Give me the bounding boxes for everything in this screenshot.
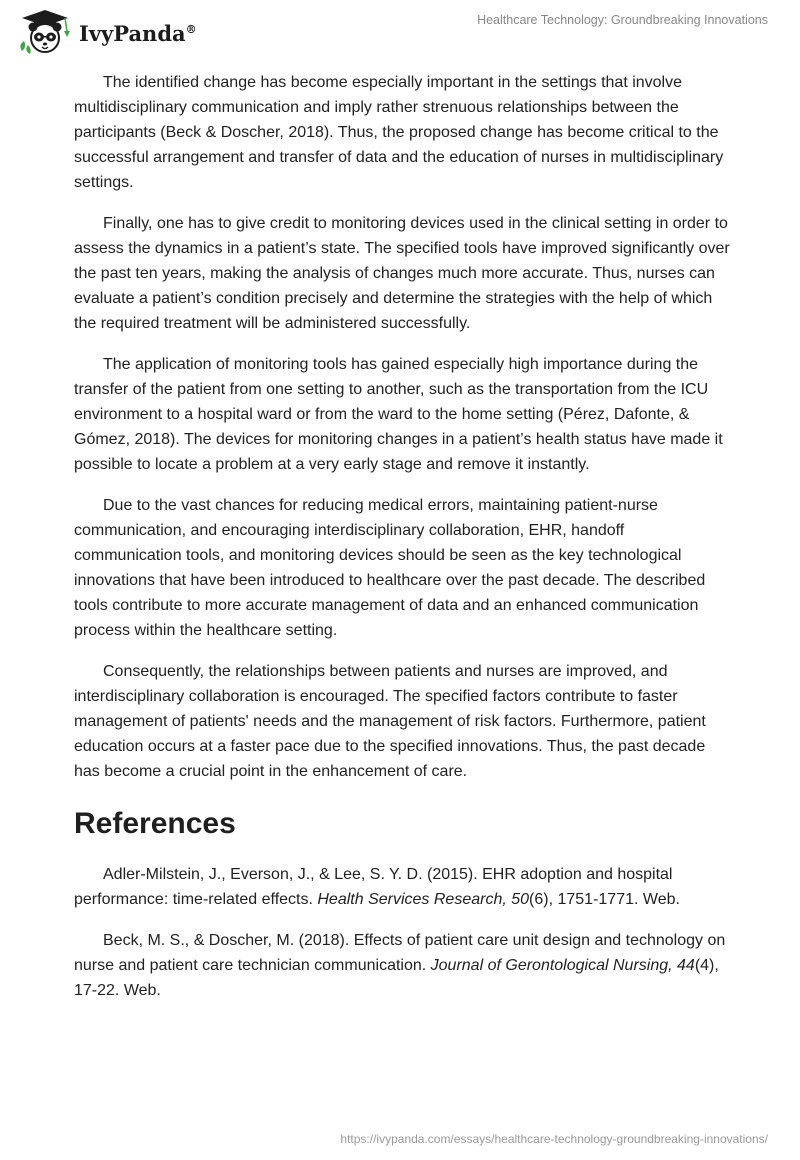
reference-journal: Health Services Research, 50	[317, 891, 530, 908]
body-paragraph: The identified change has become especially important in the settings that involve multidisciplinary communication and imply rather strenuous relationships between the participants (Beck & Doscher, 2018). Thus, the proposed change has become critical to the successful arrangement and transfer of data and the education of nurses in multidisciplinary settings.	[74, 74, 724, 191]
body-paragraph: The application of monitoring tools has gained especially high importance during the transfer of the patient from one setting to another, such as the transportation from the ICU environment to a hospital ward or from the ward to the home setting (Pérez, Dafonte, & Gómez, 2018). The devices for monitoring changes in a patient’s health status have made it possible to locate a problem at a very early stage and remove it instantly.	[74, 356, 723, 473]
essay-content	[74, 70, 734, 1019]
panda-graduate-icon	[14, 9, 76, 55]
reference-journal: Journal of Gerontological Nursing, 44	[430, 957, 695, 974]
reference-item: Adler-Milstein, J., Everson, J., & Lee, S. Y. D. (2015). EHR adoption and hospital performance: time-related effects. Health Services Research, 50(6), 1751-1771. Web.	[74, 866, 680, 908]
body-paragraph: Finally, one has to give credit to monitoring devices used in the clinical setting in order to assess the dynamics in a patient’s state. The specified tools have improved significantly over the past ten years, making the analysis of changes much more accurate. Thus, nurses can evaluate a patient’s condition precisely and determine the strategies with the help of which the required treatment will be administered successfully.	[74, 215, 730, 332]
body-paragraph: Due to the vast chances for reducing medical errors, maintaining patient-nurse communication, and encouraging interdisciplinary collaboration, EHR, handoff communication tools, and monitoring devices should be seen as the key technological innovations that have been introduced to healthcare over the past decade. The described tools contribute to more accurate management of data and an enhanced communication process within the healthcare setting.	[74, 497, 706, 639]
body-paragraph: Consequently, the relationships between patients and nurses are improved, and interdisciplinary collaboration is encouraged. The specified factors contribute to faster management of patients' needs and the management of risk factors. Furthermore, patient education occurs at a faster pace due to the specified innovations. Thus, the past decade has become a crucial point in the enhancement of care.	[74, 663, 706, 780]
ivypanda-logo[interactable]	[14, 9, 197, 55]
references-heading: References	[74, 807, 236, 840]
source-url[interactable]: https://ivypanda.com/essays/healthcare-technology-groundbreaking-innovations/	[340, 1132, 768, 1146]
page-header	[0, 0, 800, 70]
brand-name: IvyPanda®	[79, 20, 197, 46]
document-title: Healthcare Technology: Groundbreaking Innovations	[477, 13, 768, 27]
reference-item: Beck, M. S., & Doscher, M. (2018). Effects of patient care unit design and technology on nurse and patient care technician communication. Journal of Gerontological Nursing, 44(4), 17-22. Web.	[74, 932, 726, 999]
